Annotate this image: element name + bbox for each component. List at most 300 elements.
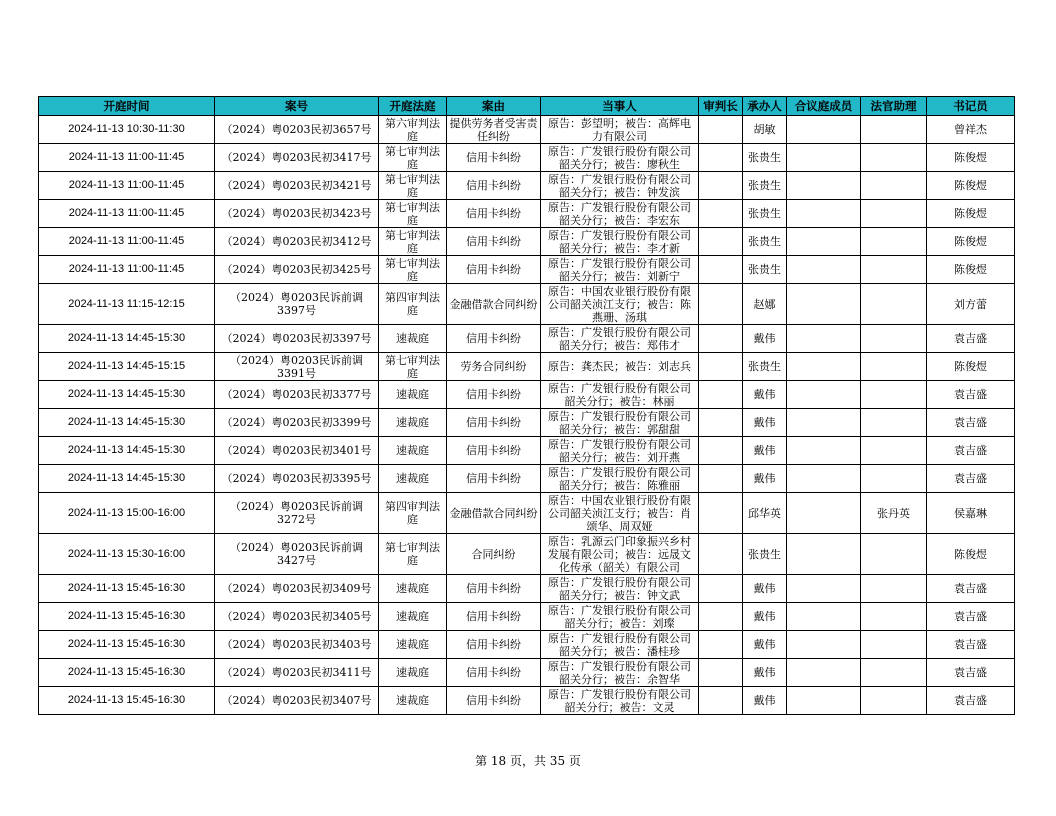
- cell-case-cause: [447, 575, 541, 603]
- table-row: [39, 409, 1015, 437]
- case-number-text: （2024）粤0203民初3405号: [221, 610, 372, 623]
- cell-courtroom: [379, 325, 447, 353]
- cell-courtroom: [379, 631, 447, 659]
- cell-handling-judge: [743, 144, 787, 172]
- cell-case-number: [215, 200, 379, 228]
- cell-presiding-judge: [699, 116, 743, 144]
- cell-courtroom: [379, 534, 447, 575]
- cell-parties: [541, 465, 699, 493]
- clerk-text: 袁吉盛: [954, 332, 987, 345]
- hearing-time-text: 2024-11-13 11:00-11:45: [68, 179, 185, 191]
- clerk-text: 陈俊煜: [954, 207, 987, 220]
- cell-handling-judge: [743, 284, 787, 325]
- table-row: [39, 493, 1015, 534]
- header-courtroom: 开庭法庭: [379, 97, 447, 116]
- cell-clerk: [927, 144, 1015, 172]
- parties-text: 原告：广发银行股份有限公司韶关分行；被告：余智华: [548, 659, 691, 686]
- cell-parties: [541, 687, 699, 715]
- cell-courtroom: [379, 172, 447, 200]
- cell-presiding-judge: [699, 409, 743, 437]
- cell-panel-members: [787, 325, 861, 353]
- cell-case-number: [215, 172, 379, 200]
- case-cause-text: 信用卡纠纷: [466, 235, 521, 248]
- courtroom-text: 第七审判法庭: [385, 144, 440, 171]
- cell-case-cause: [447, 256, 541, 284]
- cell-panel-members: [787, 116, 861, 144]
- table-row: [39, 200, 1015, 228]
- clerk-text: 袁吉盛: [954, 582, 987, 595]
- cell-case-cause: [447, 116, 541, 144]
- clerk-text: 陈俊煜: [954, 235, 987, 248]
- cell-courtroom: [379, 256, 447, 284]
- cell-clerk: [927, 687, 1015, 715]
- cell-presiding-judge: [699, 465, 743, 493]
- cell-panel-members: [787, 687, 861, 715]
- hearing-time-text: 2024-11-13 14:45-15:30: [67, 388, 186, 400]
- case-number-text: （2024）粤0203民初3423号: [221, 207, 372, 220]
- cell-clerk: [927, 256, 1015, 284]
- cell-panel-members: [787, 465, 861, 493]
- case-cause-text: 信用卡纠纷: [466, 694, 521, 707]
- courtroom-text: 速裁庭: [396, 638, 429, 651]
- case-number-text: （2024）粤0203民初3417号: [221, 151, 372, 164]
- cell-judge-assistant: [861, 603, 927, 631]
- cell-judge-assistant: [861, 465, 927, 493]
- case-number-text: （2024）粤0203民诉前调3427号: [230, 541, 363, 567]
- cell-clerk: [927, 437, 1015, 465]
- clerk-text: 袁吉盛: [954, 610, 987, 623]
- clerk-text: 刘方蕾: [954, 297, 987, 311]
- case-number-text: （2024）粤0203民初3657号: [221, 123, 372, 136]
- cell-judge-assistant: [861, 325, 927, 353]
- cell-presiding-judge: [699, 172, 743, 200]
- cell-judge-assistant: [861, 437, 927, 465]
- cell-parties: [541, 325, 699, 353]
- clerk-text: 陈俊煜: [954, 263, 987, 276]
- cell-panel-members: [787, 575, 861, 603]
- cell-clerk: [927, 493, 1015, 534]
- courtroom-text: 第七审判法庭: [385, 256, 440, 283]
- handling-judge-text: 戴伟: [753, 332, 776, 345]
- header-case-number: 案号: [215, 97, 379, 116]
- cell-case-number: [215, 687, 379, 715]
- cell-hearing-time: [39, 575, 215, 603]
- cell-case-cause: [447, 465, 541, 493]
- handling-judge-text: 戴伟: [753, 416, 776, 429]
- cell-courtroom: [379, 116, 447, 144]
- cell-panel-members: [787, 534, 861, 575]
- courtroom-text: 第六审判法庭: [385, 116, 440, 143]
- cell-panel-members: [787, 631, 861, 659]
- cell-judge-assistant: [861, 116, 927, 144]
- hearing-time-text: 2024-11-13 11:00-11:45: [68, 151, 185, 163]
- judge-assistant-text: 张丹英: [877, 506, 910, 520]
- header-parties: 当事人: [541, 97, 699, 116]
- header-judge-assistant: 法官助理: [861, 97, 927, 116]
- cell-courtroom: [379, 353, 447, 381]
- case-number-text: （2024）粤0203民初3395号: [221, 472, 372, 485]
- cell-presiding-judge: [699, 228, 743, 256]
- cell-case-cause: [447, 603, 541, 631]
- handling-judge-text: 张贵生: [748, 151, 781, 164]
- cell-clerk: [927, 353, 1015, 381]
- case-cause-text: 信用卡纠纷: [466, 472, 521, 485]
- case-cause-text: 信用卡纠纷: [466, 263, 521, 276]
- cell-clerk: [927, 172, 1015, 200]
- cell-hearing-time: [39, 353, 215, 381]
- clerk-text: 袁吉盛: [954, 444, 987, 457]
- cell-case-number: [215, 116, 379, 144]
- cell-presiding-judge: [699, 575, 743, 603]
- cell-courtroom: [379, 228, 447, 256]
- cell-judge-assistant: [861, 534, 927, 575]
- hearing-time-text: 2024-11-13 15:45-16:30: [67, 582, 186, 594]
- case-number-text: （2024）粤0203民初3409号: [221, 582, 372, 595]
- cell-case-number: [215, 325, 379, 353]
- case-cause-text: 信用卡纠纷: [466, 416, 521, 429]
- cell-parties: [541, 228, 699, 256]
- cell-judge-assistant: [861, 575, 927, 603]
- case-cause-text: 劳务合同纠纷: [460, 360, 527, 373]
- header-time: 开庭时间: [39, 97, 215, 116]
- cell-case-cause: [447, 284, 541, 325]
- cell-judge-assistant: [861, 353, 927, 381]
- header-clerk: 书记员: [927, 97, 1015, 116]
- courtroom-text: 第七审判法庭: [385, 541, 440, 567]
- hearing-time-text: 2024-11-13 15:45-16:30: [67, 666, 186, 678]
- cell-case-cause: [447, 228, 541, 256]
- cell-clerk: [927, 200, 1015, 228]
- handling-judge-text: 戴伟: [753, 610, 776, 623]
- cell-parties: [541, 200, 699, 228]
- handling-judge-text: 戴伟: [753, 388, 776, 401]
- handling-judge-text: 邱华英: [748, 506, 781, 520]
- cell-parties: [541, 631, 699, 659]
- case-cause-text: 信用卡纠纷: [466, 151, 521, 164]
- clerk-text: 袁吉盛: [954, 388, 987, 401]
- cell-handling-judge: [743, 687, 787, 715]
- cell-panel-members: [787, 353, 861, 381]
- cell-presiding-judge: [699, 659, 743, 687]
- hearing-time-text: 2024-11-13 11:00-11:45: [68, 235, 185, 247]
- hearing-schedule-table: [38, 96, 1015, 715]
- cell-handling-judge: [743, 172, 787, 200]
- courtroom-text: 第四审判法庭: [385, 291, 440, 317]
- cell-courtroom: [379, 409, 447, 437]
- cell-parties: [541, 534, 699, 575]
- cell-presiding-judge: [699, 256, 743, 284]
- case-number-text: （2024）粤0203民初3399号: [221, 416, 372, 429]
- hearing-time-text: 2024-11-13 11:00-11:45: [68, 263, 185, 275]
- cell-clerk: [927, 325, 1015, 353]
- cell-presiding-judge: [699, 144, 743, 172]
- case-cause-text: 信用卡纠纷: [466, 610, 521, 623]
- parties-text: 原告：广发银行股份有限公司韶关分行；被告：李才新: [548, 228, 691, 255]
- cell-panel-members: [787, 493, 861, 534]
- clerk-text: 曾祥杰: [954, 123, 987, 136]
- cell-parties: [541, 603, 699, 631]
- cell-case-cause: [447, 437, 541, 465]
- hearing-time-text: 2024-11-13 15:00-16:00: [67, 506, 186, 519]
- hearing-time-text: 2024-11-13 15:45-16:30: [67, 694, 186, 706]
- cell-panel-members: [787, 228, 861, 256]
- cell-presiding-judge: [699, 353, 743, 381]
- case-cause-text: 信用卡纠纷: [466, 388, 521, 401]
- table-row: [39, 144, 1015, 172]
- cell-handling-judge: [743, 493, 787, 534]
- handling-judge-text: 张贵生: [748, 207, 781, 220]
- cell-case-number: [215, 353, 379, 381]
- cell-handling-judge: [743, 381, 787, 409]
- handling-judge-text: 赵娜: [753, 297, 776, 311]
- cell-parties: [541, 409, 699, 437]
- cell-clerk: [927, 659, 1015, 687]
- cell-hearing-time: [39, 325, 215, 353]
- parties-text: 原告：中国农业银行股份有限公司韶关浈江支行；被告：肖颂华、周双娅: [548, 493, 691, 533]
- cell-case-number: [215, 465, 379, 493]
- case-number-text: （2024）粤0203民初3411号: [221, 666, 372, 679]
- cell-clerk: [927, 284, 1015, 325]
- cell-judge-assistant: [861, 144, 927, 172]
- table-row: [39, 116, 1015, 144]
- table-body: [39, 116, 1015, 715]
- cell-hearing-time: [39, 603, 215, 631]
- cell-clerk: [927, 465, 1015, 493]
- case-cause-text: 信用卡纠纷: [466, 444, 521, 457]
- case-cause-text: 信用卡纠纷: [466, 332, 521, 345]
- cell-hearing-time: [39, 200, 215, 228]
- case-number-text: （2024）粤0203民诉前调3272号: [230, 500, 363, 526]
- parties-text: 原告：广发银行股份有限公司韶关分行；被告：刘璨: [548, 603, 691, 630]
- cell-hearing-time: [39, 228, 215, 256]
- hearing-time-text: 2024-11-13 14:45-15:30: [67, 416, 186, 428]
- cell-case-number: [215, 284, 379, 325]
- clerk-text: 陈俊煜: [954, 179, 987, 192]
- cell-panel-members: [787, 437, 861, 465]
- header-row: [39, 97, 1015, 116]
- cell-panel-members: [787, 200, 861, 228]
- parties-text: 原告：广发银行股份有限公司韶关分行；被告：郭甜甜: [548, 409, 691, 436]
- header-presiding-judge: 审判长: [699, 97, 743, 116]
- cell-parties: [541, 659, 699, 687]
- cell-judge-assistant: [861, 493, 927, 534]
- cell-presiding-judge: [699, 200, 743, 228]
- cell-case-number: [215, 631, 379, 659]
- cell-case-number: [215, 575, 379, 603]
- cell-courtroom: [379, 687, 447, 715]
- table-row: [39, 437, 1015, 465]
- cell-case-number: [215, 144, 379, 172]
- cell-parties: [541, 381, 699, 409]
- cell-clerk: [927, 409, 1015, 437]
- cell-case-number: [215, 659, 379, 687]
- cell-handling-judge: [743, 534, 787, 575]
- cell-hearing-time: [39, 534, 215, 575]
- cell-judge-assistant: [861, 687, 927, 715]
- cell-parties: [541, 493, 699, 534]
- courtroom-text: 速裁庭: [396, 416, 429, 429]
- clerk-text: 袁吉盛: [954, 666, 987, 679]
- handling-judge-text: 戴伟: [753, 666, 776, 679]
- cell-case-cause: [447, 631, 541, 659]
- case-cause-text: 信用卡纠纷: [466, 666, 521, 679]
- parties-text: 原告：广发银行股份有限公司韶关分行；被告：刘新宁: [548, 256, 691, 283]
- cell-presiding-judge: [699, 381, 743, 409]
- cell-panel-members: [787, 256, 861, 284]
- parties-text: 原告：乳源云门印象振兴乡村发展有限公司；被告：远晟文化传承（韶关）有限公司: [548, 534, 691, 574]
- parties-text: 原告：彭望明；被告：高辉电力有限公司: [548, 116, 691, 143]
- cell-presiding-judge: [699, 603, 743, 631]
- cell-case-cause: [447, 200, 541, 228]
- courtroom-text: 第七审判法庭: [385, 200, 440, 227]
- table-row: [39, 228, 1015, 256]
- table-row: [39, 659, 1015, 687]
- hearing-time-text: 2024-11-13 15:45-16:30: [67, 638, 186, 650]
- handling-judge-text: 戴伟: [753, 582, 776, 595]
- cell-courtroom: [379, 284, 447, 325]
- hearing-time-text: 2024-11-13 15:30-16:00: [67, 547, 186, 560]
- cell-handling-judge: [743, 631, 787, 659]
- cell-presiding-judge: [699, 687, 743, 715]
- cell-handling-judge: [743, 659, 787, 687]
- hearing-time-text: 2024-11-13 14:45-15:30: [67, 444, 186, 456]
- cell-hearing-time: [39, 687, 215, 715]
- clerk-text: 陈俊煜: [954, 360, 987, 373]
- cell-handling-judge: [743, 353, 787, 381]
- cell-handling-judge: [743, 603, 787, 631]
- table-row: [39, 687, 1015, 715]
- cell-clerk: [927, 228, 1015, 256]
- courtroom-text: 第七审判法庭: [385, 228, 440, 255]
- cell-panel-members: [787, 659, 861, 687]
- case-number-text: （2024）粤0203民诉前调3397号: [230, 291, 363, 317]
- handling-judge-text: 张贵生: [748, 235, 781, 248]
- handling-judge-text: 张贵生: [748, 263, 781, 276]
- cell-hearing-time: [39, 172, 215, 200]
- cell-hearing-time: [39, 144, 215, 172]
- cell-presiding-judge: [699, 437, 743, 465]
- handling-judge-text: 戴伟: [753, 472, 776, 485]
- case-cause-text: 提供劳务者受害责任纠纷: [449, 116, 538, 143]
- case-number-text: （2024）粤0203民初3412号: [221, 235, 372, 248]
- case-cause-text: 信用卡纠纷: [466, 638, 521, 651]
- case-cause-text: 信用卡纠纷: [466, 207, 521, 220]
- table-row: [39, 325, 1015, 353]
- handling-judge-text: 张贵生: [748, 360, 781, 373]
- cell-clerk: [927, 603, 1015, 631]
- cell-case-cause: [447, 409, 541, 437]
- header-panel-members: 合议庭成员: [787, 97, 861, 116]
- handling-judge-text: 戴伟: [753, 444, 776, 457]
- table-row: [39, 631, 1015, 659]
- cell-case-cause: [447, 687, 541, 715]
- table-row: [39, 353, 1015, 381]
- page-footer: 第 18 页，共 35 页: [475, 754, 581, 768]
- hearing-time-text: 2024-11-13 14:45-15:30: [67, 332, 186, 344]
- cell-clerk: [927, 575, 1015, 603]
- parties-text: 原告：中国农业银行股份有限公司韶关浈江支行；被告：陈燕珊、汤琪: [548, 284, 691, 324]
- cell-parties: [541, 256, 699, 284]
- cell-courtroom: [379, 575, 447, 603]
- cell-handling-judge: [743, 256, 787, 284]
- handling-judge-text: 张贵生: [748, 179, 781, 192]
- parties-text: 原告：广发银行股份有限公司韶关分行；被告：钟文武: [548, 575, 691, 602]
- cell-case-cause: [447, 325, 541, 353]
- cell-presiding-judge: [699, 493, 743, 534]
- cell-courtroom: [379, 144, 447, 172]
- parties-text: 原告：广发银行股份有限公司韶关分行；被告：陈雅丽: [548, 465, 691, 492]
- cell-handling-judge: [743, 465, 787, 493]
- table-row: [39, 603, 1015, 631]
- cell-case-number: [215, 493, 379, 534]
- cell-parties: [541, 144, 699, 172]
- cell-panel-members: [787, 172, 861, 200]
- cell-case-number: [215, 534, 379, 575]
- cell-presiding-judge: [699, 284, 743, 325]
- courtroom-text: 速裁庭: [396, 388, 429, 401]
- cell-hearing-time: [39, 493, 215, 534]
- cell-judge-assistant: [861, 284, 927, 325]
- parties-text: 原告：广发银行股份有限公司韶关分行；被告：李宏东: [548, 200, 691, 227]
- cell-judge-assistant: [861, 381, 927, 409]
- cell-judge-assistant: [861, 172, 927, 200]
- hearing-time-text: 2024-11-13 15:45-16:30: [67, 610, 186, 622]
- cell-case-number: [215, 256, 379, 284]
- cell-courtroom: [379, 603, 447, 631]
- cell-case-number: [215, 409, 379, 437]
- parties-text: 原告：广发银行股份有限公司韶关分行；被告：潘桂珍: [548, 631, 691, 658]
- case-number-text: （2024）粤0203民初3401号: [221, 444, 372, 457]
- cell-case-cause: [447, 172, 541, 200]
- cell-panel-members: [787, 603, 861, 631]
- cell-parties: [541, 284, 699, 325]
- hearing-time-text: 2024-11-13 11:15-12:15: [68, 297, 185, 310]
- table-row: [39, 284, 1015, 325]
- cell-panel-members: [787, 409, 861, 437]
- case-number-text: （2024）粤0203民初3397号: [221, 332, 372, 345]
- cell-parties: [541, 353, 699, 381]
- clerk-text: 陈俊煜: [954, 547, 987, 561]
- cell-judge-assistant: [861, 228, 927, 256]
- parties-text: 原告：广发银行股份有限公司韶关分行；被告：刘开燕: [548, 437, 691, 464]
- cell-courtroom: [379, 493, 447, 534]
- courtroom-text: 速裁庭: [396, 472, 429, 485]
- courtroom-text: 速裁庭: [396, 444, 429, 457]
- cell-judge-assistant: [861, 659, 927, 687]
- cell-case-cause: [447, 381, 541, 409]
- cell-presiding-judge: [699, 631, 743, 659]
- courtroom-text: 速裁庭: [396, 332, 429, 345]
- handling-judge-text: 戴伟: [753, 694, 776, 707]
- courtroom-text: 速裁庭: [396, 582, 429, 595]
- case-cause-text: 信用卡纠纷: [466, 582, 521, 595]
- cell-hearing-time: [39, 116, 215, 144]
- parties-text: 原告：广发银行股份有限公司韶关分行；被告：郑伟才: [548, 325, 691, 352]
- courtroom-text: 第七审判法庭: [385, 172, 440, 199]
- hearing-time-text: 2024-11-13 11:00-11:45: [68, 207, 185, 219]
- cell-courtroom: [379, 437, 447, 465]
- case-number-text: （2024）粤0203民初3377号: [221, 388, 372, 401]
- hearing-time-text: 2024-11-13 14:45-15:15: [67, 360, 186, 372]
- handling-judge-text: 胡敏: [753, 123, 776, 136]
- case-cause-text: 合同纠纷: [471, 547, 516, 561]
- handling-judge-text: 戴伟: [753, 638, 776, 651]
- clerk-text: 袁吉盛: [954, 416, 987, 429]
- cell-clerk: [927, 631, 1015, 659]
- cell-case-cause: [447, 659, 541, 687]
- cell-parties: [541, 172, 699, 200]
- cell-courtroom: [379, 381, 447, 409]
